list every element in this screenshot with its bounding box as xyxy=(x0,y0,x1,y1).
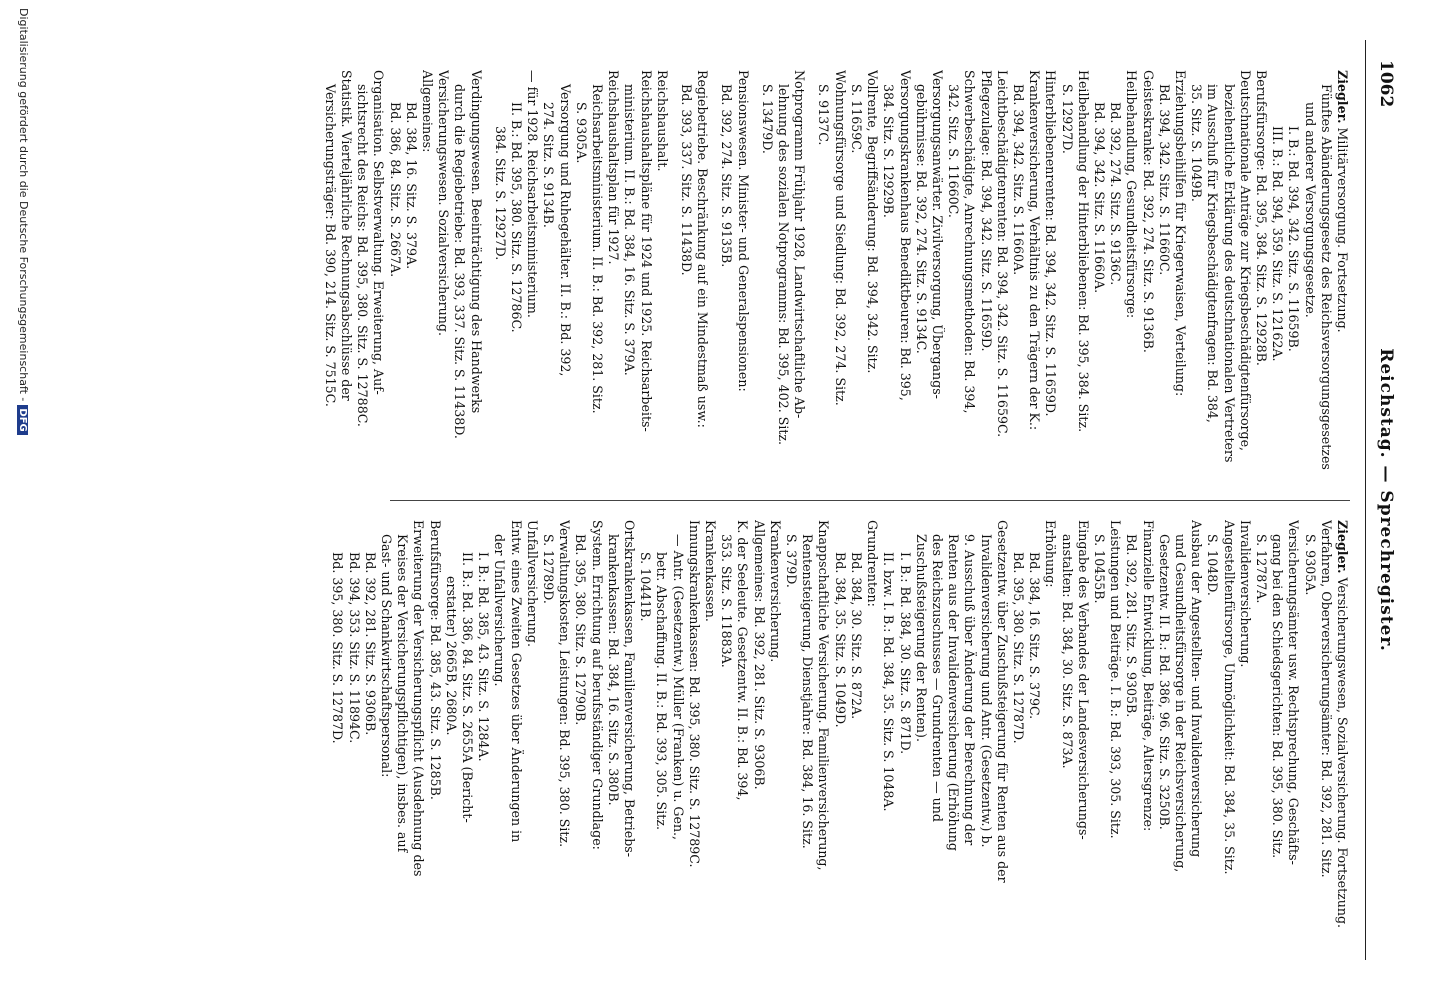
entry-text: betr. Abschaffung. II. B.: Bd. 393, 305. Sitz. xyxy=(654,552,670,830)
entry-text: Vollrente, Begriffsänderung: Bd. 394, 342. Sitz. xyxy=(865,70,881,374)
entry-text: und Gesundheitsfürsorge in der Reichsversicherung, xyxy=(1172,534,1188,873)
entry-text: Knappschaftliche Versicherung. Familienversicherung, xyxy=(816,520,832,871)
entry-text: Grundrenten: xyxy=(865,520,881,607)
register-line xyxy=(686,520,702,932)
register-line xyxy=(1237,70,1253,482)
entry-text: S. 12927D. xyxy=(1059,84,1075,154)
entry-text: Kreises der Versicherungspflichtigen), insbes. auf xyxy=(395,534,411,853)
register-line xyxy=(1123,70,1139,482)
entry-text: Bd. 394, 353. Sitz. S. 11894C. xyxy=(346,552,362,744)
register-line xyxy=(475,520,491,932)
entry-text: Rentensteigerung, Dienstjahre: Bd. 384, 16. Sitz. xyxy=(800,534,816,849)
entry-text: 353. Sitz. S. 11883A. xyxy=(719,534,735,668)
register-line xyxy=(961,520,977,932)
register-line xyxy=(1334,520,1350,932)
register-line xyxy=(1139,70,1155,482)
register-line xyxy=(588,520,604,932)
register-line xyxy=(1010,520,1026,932)
entry-text: Bd. 384, 16. Sitz. S. 379A. xyxy=(403,102,419,270)
entry-text: Wohnungsfürsorge und Siedlung: Bd. 392, 274. Sitz. xyxy=(832,70,848,406)
register-line xyxy=(994,70,1010,482)
register-line xyxy=(694,70,710,482)
register-line xyxy=(718,70,734,482)
entry-text: Invalidenversicherung. xyxy=(1237,520,1253,668)
entry-text: 384. Sitz. S. 12929B. xyxy=(881,84,897,218)
entry-text: Versicherungsträger: Bd. 390, 214. Sitz. S. 7515C. xyxy=(322,84,338,407)
entry-text: des Reichszuschusses — Grundrenten — und xyxy=(929,534,945,822)
register-line xyxy=(734,520,750,932)
entry-text: Verwaltungskosten, Leistungen: Bd. 395, 380. Sitz. xyxy=(557,520,573,848)
register-line xyxy=(451,70,467,482)
register-line xyxy=(832,520,848,932)
entry-text: Ausbau der Angestellten- und Invalidenversicherung xyxy=(1189,520,1205,858)
entry-text: S. 10455B. xyxy=(1091,534,1107,604)
register-line xyxy=(832,70,848,482)
register-line xyxy=(929,520,945,932)
register-line xyxy=(1058,70,1074,482)
entry-text: Militärversorgung. Fortsetzung. xyxy=(1335,127,1350,333)
entry-text: III. B.: Bd. 394, 359. Sitz. S. 12162A. xyxy=(1270,126,1286,362)
register-line xyxy=(1010,70,1026,482)
entry-text: S. 379D. xyxy=(784,534,800,588)
register-line xyxy=(1091,70,1107,482)
entry-text: 35. Sitz. S. 1049B. xyxy=(1189,84,1205,202)
register-line xyxy=(1334,70,1350,482)
entry-text: Bd. 395, 380. Sitz. S. 12790B. xyxy=(573,534,589,726)
entry-text: S. 12787A. xyxy=(1253,534,1269,604)
entry-text: Schwerbeschädigte, Anrechnungsmethoden: Bd. 394, xyxy=(962,70,978,414)
register-line xyxy=(1269,520,1285,932)
register-line xyxy=(491,520,507,932)
register-line xyxy=(1026,520,1042,932)
entry-text: Erweiterung der Versicherungspflicht (Ausdehnung des xyxy=(411,520,427,877)
entry-text: II. B.: Bd. 386, 84. Sitz. S. 2655A (Bericht- xyxy=(460,552,476,823)
entry-text: Innungskrankenkassen: Bd. 395, 380. Sitz. S. 12789C. xyxy=(686,520,702,868)
register-line xyxy=(977,70,993,482)
register-line xyxy=(1156,520,1172,932)
entry-text: Leistungen und Beiträge. I. B.: Bd. 393, 305. Sitz. xyxy=(1108,520,1124,839)
register-line xyxy=(815,520,831,932)
register-line xyxy=(556,70,572,482)
register-line xyxy=(1042,70,1058,482)
entry-text: Versorgungskrankenhaus Benediktbeuren: Bd. 395, xyxy=(897,70,913,401)
entry-text: Versorgungsanwärter. Zivilversorgung, Übergangs- xyxy=(929,70,945,399)
entry-text: Regiebetriebe. Beschränkung auf ein Mindestmaß usw.: xyxy=(695,70,711,428)
entry-text: Erhöhung: xyxy=(1043,520,1059,588)
speaker-name: Ziegler. xyxy=(1335,520,1350,574)
entry-text: Fünftes Abänderungsgesetz des Reichsversorgungsgesetzes xyxy=(1318,84,1334,470)
register-line xyxy=(929,70,945,482)
register-line xyxy=(459,520,475,932)
entry-text: Gesetzentw. über Zuschußsteigerung für Renten aus der xyxy=(994,520,1010,883)
entry-text: I. B.: Bd. 394, 342. Sitz. S. 11659B. xyxy=(1286,126,1302,352)
register-line xyxy=(1301,70,1317,482)
entry-text: Bd. 392, 274. Sitz. S. 9136C. xyxy=(1108,102,1124,286)
entry-text: anstalten: Bd. 384, 30. Sitz. S. 873A. xyxy=(1059,534,1075,769)
register-line xyxy=(403,70,419,482)
register-line xyxy=(637,520,653,932)
register-line xyxy=(1026,70,1042,482)
register-line xyxy=(589,70,605,482)
entry-text: Finanzielle Entwicklung, Beiträge, Altersgrenze: xyxy=(1140,520,1156,832)
register-line xyxy=(1156,70,1172,482)
entry-text: S. 12789D. xyxy=(541,534,557,604)
entry-text: beziehentliche Erklärung des deutschnationalen Vertreters xyxy=(1221,84,1237,463)
register-line xyxy=(945,70,961,482)
entry-text: im Ausschuß für Kriegsbeschädigtenfragen: Bd. 384, xyxy=(1205,84,1221,423)
register-line xyxy=(621,520,637,932)
register-line xyxy=(426,520,442,932)
register-line xyxy=(880,520,896,932)
entry-text: Pflegezulage: Bd. 394, 342. Sitz. S. 11659D. xyxy=(978,70,994,352)
register-line xyxy=(994,520,1010,932)
register-line xyxy=(410,520,426,932)
column-divider xyxy=(390,500,1350,501)
entry-text: Krankenversicherung. xyxy=(767,520,783,663)
entry-text: Bd. 394, 342. Sitz. S. 11660C. xyxy=(1156,84,1172,276)
register-line xyxy=(1237,520,1253,932)
register-line xyxy=(508,70,524,482)
footer-text: Digitalisierung gefördert durch die Deutsche Forschungsgemeinschaft - xyxy=(17,8,30,402)
register-line xyxy=(1301,520,1317,932)
register-line xyxy=(637,70,653,482)
register-line xyxy=(1075,520,1091,932)
entry-text: Pensionswesen. Minister- und Generalspensionen: xyxy=(735,70,751,392)
register-line xyxy=(492,70,508,482)
register-line xyxy=(848,520,864,932)
entry-text: Versicherungswesen. Sozialversicherung. xyxy=(436,70,452,336)
register-line xyxy=(896,70,912,482)
register-line xyxy=(799,520,815,932)
register-line xyxy=(1253,70,1269,482)
entry-text: Geisteskranke: Bd. 392, 274. Sitz. S. 9136B. xyxy=(1140,70,1156,353)
register-line xyxy=(1188,520,1204,932)
register-line xyxy=(1139,520,1155,932)
entry-text: Verfahren, Oberversicherungsämter: Bd. 392, 281. Sitz. xyxy=(1318,520,1334,878)
register-line xyxy=(1220,70,1236,482)
register-line xyxy=(864,70,880,482)
register-line xyxy=(1107,520,1123,932)
entry-text: S. 9305A. xyxy=(573,102,589,164)
entry-text: Bd. 384, 16. Sitz. S. 379C. xyxy=(1027,552,1043,720)
register-line xyxy=(1318,70,1334,482)
entry-text: Notprogramm Frühjahr 1928, Landwirtschaftliche Ab- xyxy=(792,70,808,419)
register-line xyxy=(880,70,896,482)
entry-text: 9. Ausschuß über Änderung der Berechnung der xyxy=(962,534,978,846)
register-line xyxy=(815,70,831,482)
register-line xyxy=(621,70,637,482)
register-line xyxy=(1075,70,1091,482)
entry-text: Reichshaushalt. xyxy=(654,70,670,172)
entry-text: S. 9305A. xyxy=(1302,534,1318,596)
entry-text: Bd. 386, 84. Sitz. S. 2667A. xyxy=(387,102,403,278)
entry-text: Entw. eines Zweiten Gesetzes über Änderungen in xyxy=(508,520,524,843)
register-line xyxy=(354,70,370,482)
register-line xyxy=(1285,70,1301,482)
entry-text: Leichtbeschädigtenrenten: Bd. 394, 342. Sitz. S. 11659C. xyxy=(994,70,1010,438)
entry-text: Krankenkassen. xyxy=(703,520,719,622)
entry-text: I. B.: Bd. 385, 43. Sitz. S. 1284A. xyxy=(476,552,492,762)
register-line xyxy=(362,520,378,932)
entry-text: Invalidenversicherung und Antr. (Gesetzentw.) b. xyxy=(978,534,994,848)
register-line xyxy=(1058,520,1074,932)
entry-text: Bd. 395, 380. Sitz. S. 12787D. xyxy=(330,552,346,744)
register-line xyxy=(1107,70,1123,482)
entry-text: der Unfallversicherung. xyxy=(492,534,508,687)
register-line xyxy=(540,70,556,482)
entry-text: — für 1928. Reichsarbeitsministerium. xyxy=(525,70,541,318)
entry-text: Statistik. Vierteljährliche Rechnungsabschlüsse der xyxy=(339,70,355,401)
register-line xyxy=(386,70,402,482)
page-title: Reichstag. — Sprechregister. xyxy=(1376,348,1396,652)
register-line xyxy=(524,70,540,482)
register-line xyxy=(678,70,694,482)
register-line xyxy=(1285,520,1301,932)
register-line xyxy=(556,520,572,932)
entry-text: und anderer Versorgungsgesetze. xyxy=(1302,102,1318,318)
entry-text: Heilbehandlung, Gesundheitsfürsorge: xyxy=(1124,70,1140,319)
page-header xyxy=(1365,40,1404,960)
register-line xyxy=(1220,520,1236,932)
register-line xyxy=(791,70,807,482)
entry-text: durch die Regiebetriebe: Bd. 393, 337. Sitz. S. 11438D. xyxy=(452,84,468,439)
entry-text: Deutschnationale Anträge zur Kriegsbeschädigtenfürsorge, xyxy=(1237,70,1253,452)
entry-text: Bd. 392, 281. Sitz. S. 9306B. xyxy=(362,552,378,736)
entry-text: Allgemeines: xyxy=(420,70,436,153)
register-line xyxy=(734,70,750,482)
entry-text: erstatter) 2665B, 2680A. xyxy=(443,576,459,736)
register-line xyxy=(524,520,540,932)
dfg-logo: DFG xyxy=(17,405,28,434)
register-line xyxy=(669,520,685,932)
register-line xyxy=(913,520,929,932)
register-line xyxy=(702,520,718,932)
entry-text: I. B.: Bd. 384, 30. Sitz. S. 871D. xyxy=(897,552,913,755)
register-line xyxy=(322,70,338,482)
register-line xyxy=(961,70,977,482)
entry-text: Versorgung und Ruhegehälter. II. B.: Bd. 392, xyxy=(557,84,573,377)
register-line xyxy=(750,520,766,932)
register-line xyxy=(573,70,589,482)
page-number: 1062 xyxy=(1376,60,1396,108)
entry-text: Bd. 392, 281. Sitz. S. 9305B. xyxy=(1124,534,1140,718)
entry-text: Unfallversicherung. xyxy=(524,520,540,647)
entry-text: S. 9137C. xyxy=(816,84,832,146)
entry-text: Verdingungswesen. Beeinträchtigung des Handwerks xyxy=(468,70,484,414)
entry-text: System. Errichtung auf berufsständiger Grundlage: xyxy=(589,520,605,850)
entry-text: Bd. 384, 35. Sitz. S. 1049D. xyxy=(832,552,848,728)
entry-text: Reichsarbeitsministerium. II. B.: Bd. 392, 281. Sitz. xyxy=(590,84,606,414)
entry-text: Ortskrankenkassen, Familienversicherung, Betriebs- xyxy=(622,520,638,858)
register-line xyxy=(605,520,621,932)
entry-text: S. 11659C. xyxy=(848,84,864,154)
speaker-name: Ziegler. xyxy=(1335,70,1350,124)
entry-text: II. bzw. I. B.: Bd. 384, 35. Sitz. S. 1048A. xyxy=(881,552,897,812)
entry-text: Berufsfürsorge: Bd. 385, 43. Sitz. S. 1285B. xyxy=(427,520,443,800)
entry-text: — Antr. (Gesetzentw.) Müller (Franken) u. Gen., xyxy=(670,534,686,841)
entry-text: Heilbehandlung der Hinterbliebenen: Bd. 395, 384. Sitz. xyxy=(1075,70,1091,433)
register-line xyxy=(1253,520,1269,932)
entry-text: Gesetzentw. II. B.: Bd. 386, 96. Sitz. S. 3250B. xyxy=(1156,534,1172,830)
register-line xyxy=(1269,70,1285,482)
entry-text: 274. Sitz. S. 9134B. xyxy=(541,102,557,228)
register-line xyxy=(507,520,523,932)
register-line xyxy=(419,70,435,482)
register-line xyxy=(783,520,799,932)
entry-text: Reichshaushaltsplan für 1927. xyxy=(606,70,622,265)
digitization-footer xyxy=(17,8,30,435)
entry-text: krankenkassen: Bd. 384, 16. Sitz. S. 380B. xyxy=(605,534,621,806)
entry-text: Versicherungswesen, Sozialversicherung. Fortsetzung. xyxy=(1335,577,1350,929)
entry-text: S. 13479D. xyxy=(759,84,775,154)
register-line xyxy=(977,520,993,932)
register-line xyxy=(605,70,621,482)
register-line xyxy=(1204,70,1220,482)
entry-text: Bd. 395, 380. Sitz. S. 12787D. xyxy=(1010,552,1026,744)
register-line xyxy=(1318,520,1334,932)
entry-text: II. B.: Bd. 395, 380. Sitz. S. 12786C. xyxy=(509,102,525,333)
right-column xyxy=(329,520,1350,932)
register-line xyxy=(1172,520,1188,932)
entry-text: S. 10441B. xyxy=(638,552,654,622)
entry-text: K. der Seeleute. Gesetzentw. II. B.: Bd. 394, xyxy=(735,520,751,801)
entry-text: Erziehungsbeihilfen für Kriegerwaisen, Verteilung: xyxy=(1172,70,1188,397)
entry-text: Bd. 394, 342. Sitz. S. 11660A. xyxy=(1010,84,1026,276)
entry-text: sichtsrecht des Reichs: Bd. 395, 380. Sitz. S. 12788C. xyxy=(355,84,371,427)
register-line xyxy=(718,520,734,932)
register-line xyxy=(1042,520,1058,932)
register-line xyxy=(945,520,961,932)
entry-text: Renten aus der Invalidenversicherung (Erhöhung xyxy=(946,534,962,851)
entry-text: Angestelltenfürsorge, Unmöglichkeit: Bd. 384, 35. Sitz. xyxy=(1221,520,1237,875)
entry-text: Bd. 394, 342. Sitz. S. 11660A. xyxy=(1091,102,1107,294)
register-line xyxy=(394,520,410,932)
entry-text: Reichshaushaltspläne für 1924 und 1925. Reichsarbeits- xyxy=(638,70,654,432)
register-line xyxy=(338,70,354,482)
register-line xyxy=(896,520,912,932)
register-line xyxy=(572,520,588,932)
register-line xyxy=(759,70,775,482)
register-line xyxy=(913,70,929,482)
entry-text: Krankenversicherung, Verhältnis zu den Trägern der K.: xyxy=(1027,70,1043,431)
register-line xyxy=(540,520,556,932)
register-line xyxy=(1123,520,1139,932)
entry-text: Berufsfürsorge: Bd. 395, 384. Sitz. S. 12928B. xyxy=(1253,70,1269,366)
register-line xyxy=(767,520,783,932)
register-line xyxy=(1204,520,1220,932)
register-line xyxy=(329,520,345,932)
entry-text: gang bei den Schiedsgerichten: Bd. 395, 380. Sitz. xyxy=(1270,534,1286,859)
entry-text: Bd. 392, 274. Sitz. S. 9135B. xyxy=(719,84,735,268)
entry-text: Organisation. Selbstverwaltung. Erweiterung, Auf- xyxy=(371,70,387,395)
register-line xyxy=(370,70,386,482)
register-line xyxy=(654,70,670,482)
entry-text: ministerium. II. B.: Bd. 384, 16. Sitz. S. 379A. xyxy=(622,84,638,376)
entry-text: gebührnisse: Bd. 392, 274. Sitz. S. 9134C. xyxy=(913,84,929,354)
entry-text: 384. Sitz. S. 12927D. xyxy=(492,126,508,261)
left-column xyxy=(322,70,1350,482)
entry-text: Versicherungsämter usw. Rechtsprechung, Geschäfts- xyxy=(1286,520,1302,865)
entry-text: S. 1048D. xyxy=(1205,534,1221,596)
register-line xyxy=(378,520,394,932)
entry-text: Allgemeines: Bd. 392, 281. Sitz. S. 9306B. xyxy=(751,520,767,790)
entry-text: Eingabe des Verbandes der Landesversicherungs- xyxy=(1075,520,1091,840)
register-line xyxy=(1172,70,1188,482)
register-line xyxy=(1188,70,1204,482)
register-line xyxy=(864,520,880,932)
register-line xyxy=(775,70,791,482)
register-line xyxy=(848,70,864,482)
register-line xyxy=(443,520,459,932)
register-line xyxy=(345,520,361,932)
register-line xyxy=(467,70,483,482)
entry-text: Gast- und Schankwirtschaftspersonal: xyxy=(379,534,395,778)
entry-text: Bd. 384, 30. Sitz. S. 872A. xyxy=(848,552,864,720)
entry-text: 342. Sitz. S. 11660C. xyxy=(946,84,962,218)
entry-text: Hinterbliebenenrenten: Bd. 394, 342. Sitz. S. 11659D. xyxy=(1043,70,1059,417)
register-line xyxy=(1091,520,1107,932)
entry-text: Bd. 393, 337. Sitz. S. 11438D. xyxy=(679,84,695,276)
register-line xyxy=(653,520,669,932)
register-line xyxy=(435,70,451,482)
entry-text: Zuschußsteigerung der Renten). xyxy=(913,534,929,742)
entry-text: lehnung des sozialen Notprogramms: Bd. 395, 402. Sitz. xyxy=(776,84,792,446)
